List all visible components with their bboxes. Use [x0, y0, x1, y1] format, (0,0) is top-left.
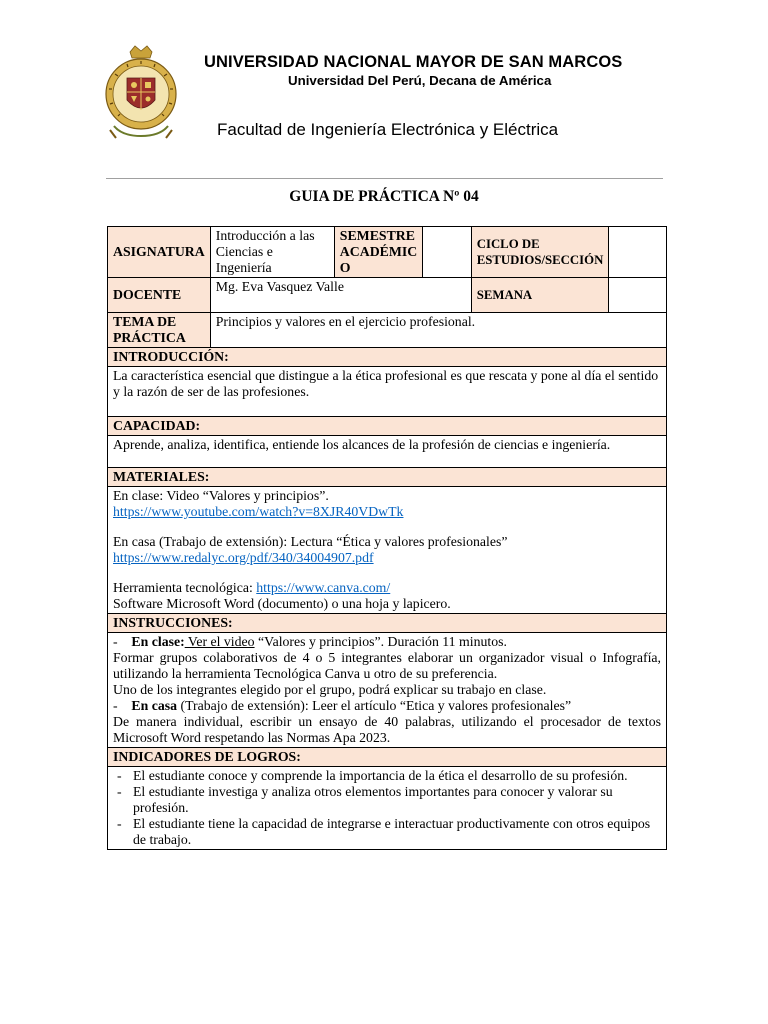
indicadores-content: [108, 767, 667, 850]
casa-bold: En casa: [131, 698, 178, 713]
docente-value: Mg. Eva Vasquez Valle: [210, 278, 471, 313]
document-title: GUIA DE PRÁCTICA Nº 04: [289, 188, 479, 205]
introduccion-text: La característica esencial que distingue a la ética profesional es que rescata y pone al día el sentido y la razón de ser de las profesiones.: [108, 367, 667, 417]
clase-bold: En clase:: [131, 634, 185, 649]
materiales-casa: En casa (Trabajo de extensión): Lectura “Ética y valores profesionales”: [113, 534, 508, 549]
clase-underlined: Ver el video: [184, 634, 255, 649]
tema-value: Principios y valores en el ejercicio profesional.: [210, 313, 666, 348]
list-item: - El estudiante investiga y analiza otros elementos importantes para conocer y valorar su profesión.: [113, 784, 661, 816]
instruccion-casa: - En casa (Trabajo de extensión): Leer el artículo “Etica y valores profesionales”: [113, 698, 572, 713]
university-seal-icon: [100, 44, 182, 140]
list-item: - El estudiante tiene la capacidad de integrarse e interactuar productivamente con otros equipos de trabajo.: [113, 816, 661, 848]
materiales-label: MATERIALES:: [108, 468, 667, 487]
list-item: - El estudiante conoce y comprende la importancia de la ética el desarrollo de su profesión.: [113, 768, 661, 784]
semana-label: SEMANA: [471, 278, 609, 313]
instrucciones-label: INSTRUCCIONES:: [108, 614, 667, 633]
instruccion-ensayo: De manera individual, escribir un ensayo de 40 palabras, utilizando el procesador de textos Microsoft Word respetando las Normas Apa 2023.: [113, 714, 661, 745]
letterhead: [0, 0, 768, 180]
indicadores-list: [113, 768, 661, 848]
ciclo-value: [609, 227, 667, 278]
capacidad-label: CAPACIDAD:: [108, 417, 667, 436]
materiales-software: Software Microsoft Word (documento) o una hoja y lapicero.: [113, 596, 451, 611]
faculty-name: Facultad de Ingeniería Electrónica y Eléctrica: [217, 120, 559, 139]
docente-label: DOCENTE: [108, 278, 211, 313]
instrucciones-content: [108, 633, 667, 748]
instruccion-grupos: Formar grupos colaborativos de 4 o 5 integrantes elaborar un organizador visual o Infografía, utilizando la herramienta Tecnológica Canva u otro de su preferencia.: [113, 650, 661, 681]
semana-value: [609, 278, 667, 313]
asignatura-value: Introducción a las Ciencias e Ingeniería: [210, 227, 334, 278]
asignatura-label: ASIGNATURA: [108, 227, 211, 278]
article-link[interactable]: https://www.redalyc.org/pdf/340/34004907.pdf: [113, 550, 374, 565]
semestre-value: [423, 227, 472, 278]
clase-rest: “Valores y principios”. Duración 11 minutos.: [254, 634, 507, 649]
video-link[interactable]: https://www.youtube.com/watch?v=8XJR40VDwTk: [113, 504, 404, 519]
capacidad-text: Aprende, analiza, identifica, entiende los alcances de la profesión de ciencias e ingeniería.: [108, 436, 667, 468]
materiales-content: [108, 487, 667, 614]
semestre-label: SEMESTRE ACADÉMIC O: [334, 227, 422, 278]
materiales-clase: En clase: Video “Valores y principios”.: [113, 488, 329, 503]
instruccion-explicar: Uno de los integrantes elegido por el grupo, podrá explicar su trabajo en clase.: [113, 682, 547, 697]
practice-guide-table: [107, 226, 667, 850]
ciclo-label: CICLO DE ESTUDIOS/SECCIÓN: [471, 227, 609, 278]
materiales-herramienta: [113, 580, 661, 596]
indicadores-label: INDICADORES DE LOGROS:: [108, 748, 667, 767]
introduccion-label: INTRODUCCIÓN:: [108, 348, 667, 367]
casa-rest: (Trabajo de extensión): Leer el artículo “Etica y valores profesionales”: [177, 698, 572, 713]
university-name: UNIVERSIDAD NACIONAL MAYOR DE SAN MARCOS: [204, 53, 623, 71]
tema-label: TEMA DE PRÁCTICA: [108, 313, 211, 348]
university-subtitle: Universidad Del Perú, Decana de América: [288, 73, 552, 88]
herramienta-label: Herramienta tecnológica:: [113, 580, 257, 595]
instruccion-clase: - En clase: Ver el video “Valores y principios”. Duración 11 minutos.: [113, 634, 507, 649]
canva-link[interactable]: https://www.canva.com/: [256, 580, 391, 595]
header-divider: [106, 178, 663, 179]
